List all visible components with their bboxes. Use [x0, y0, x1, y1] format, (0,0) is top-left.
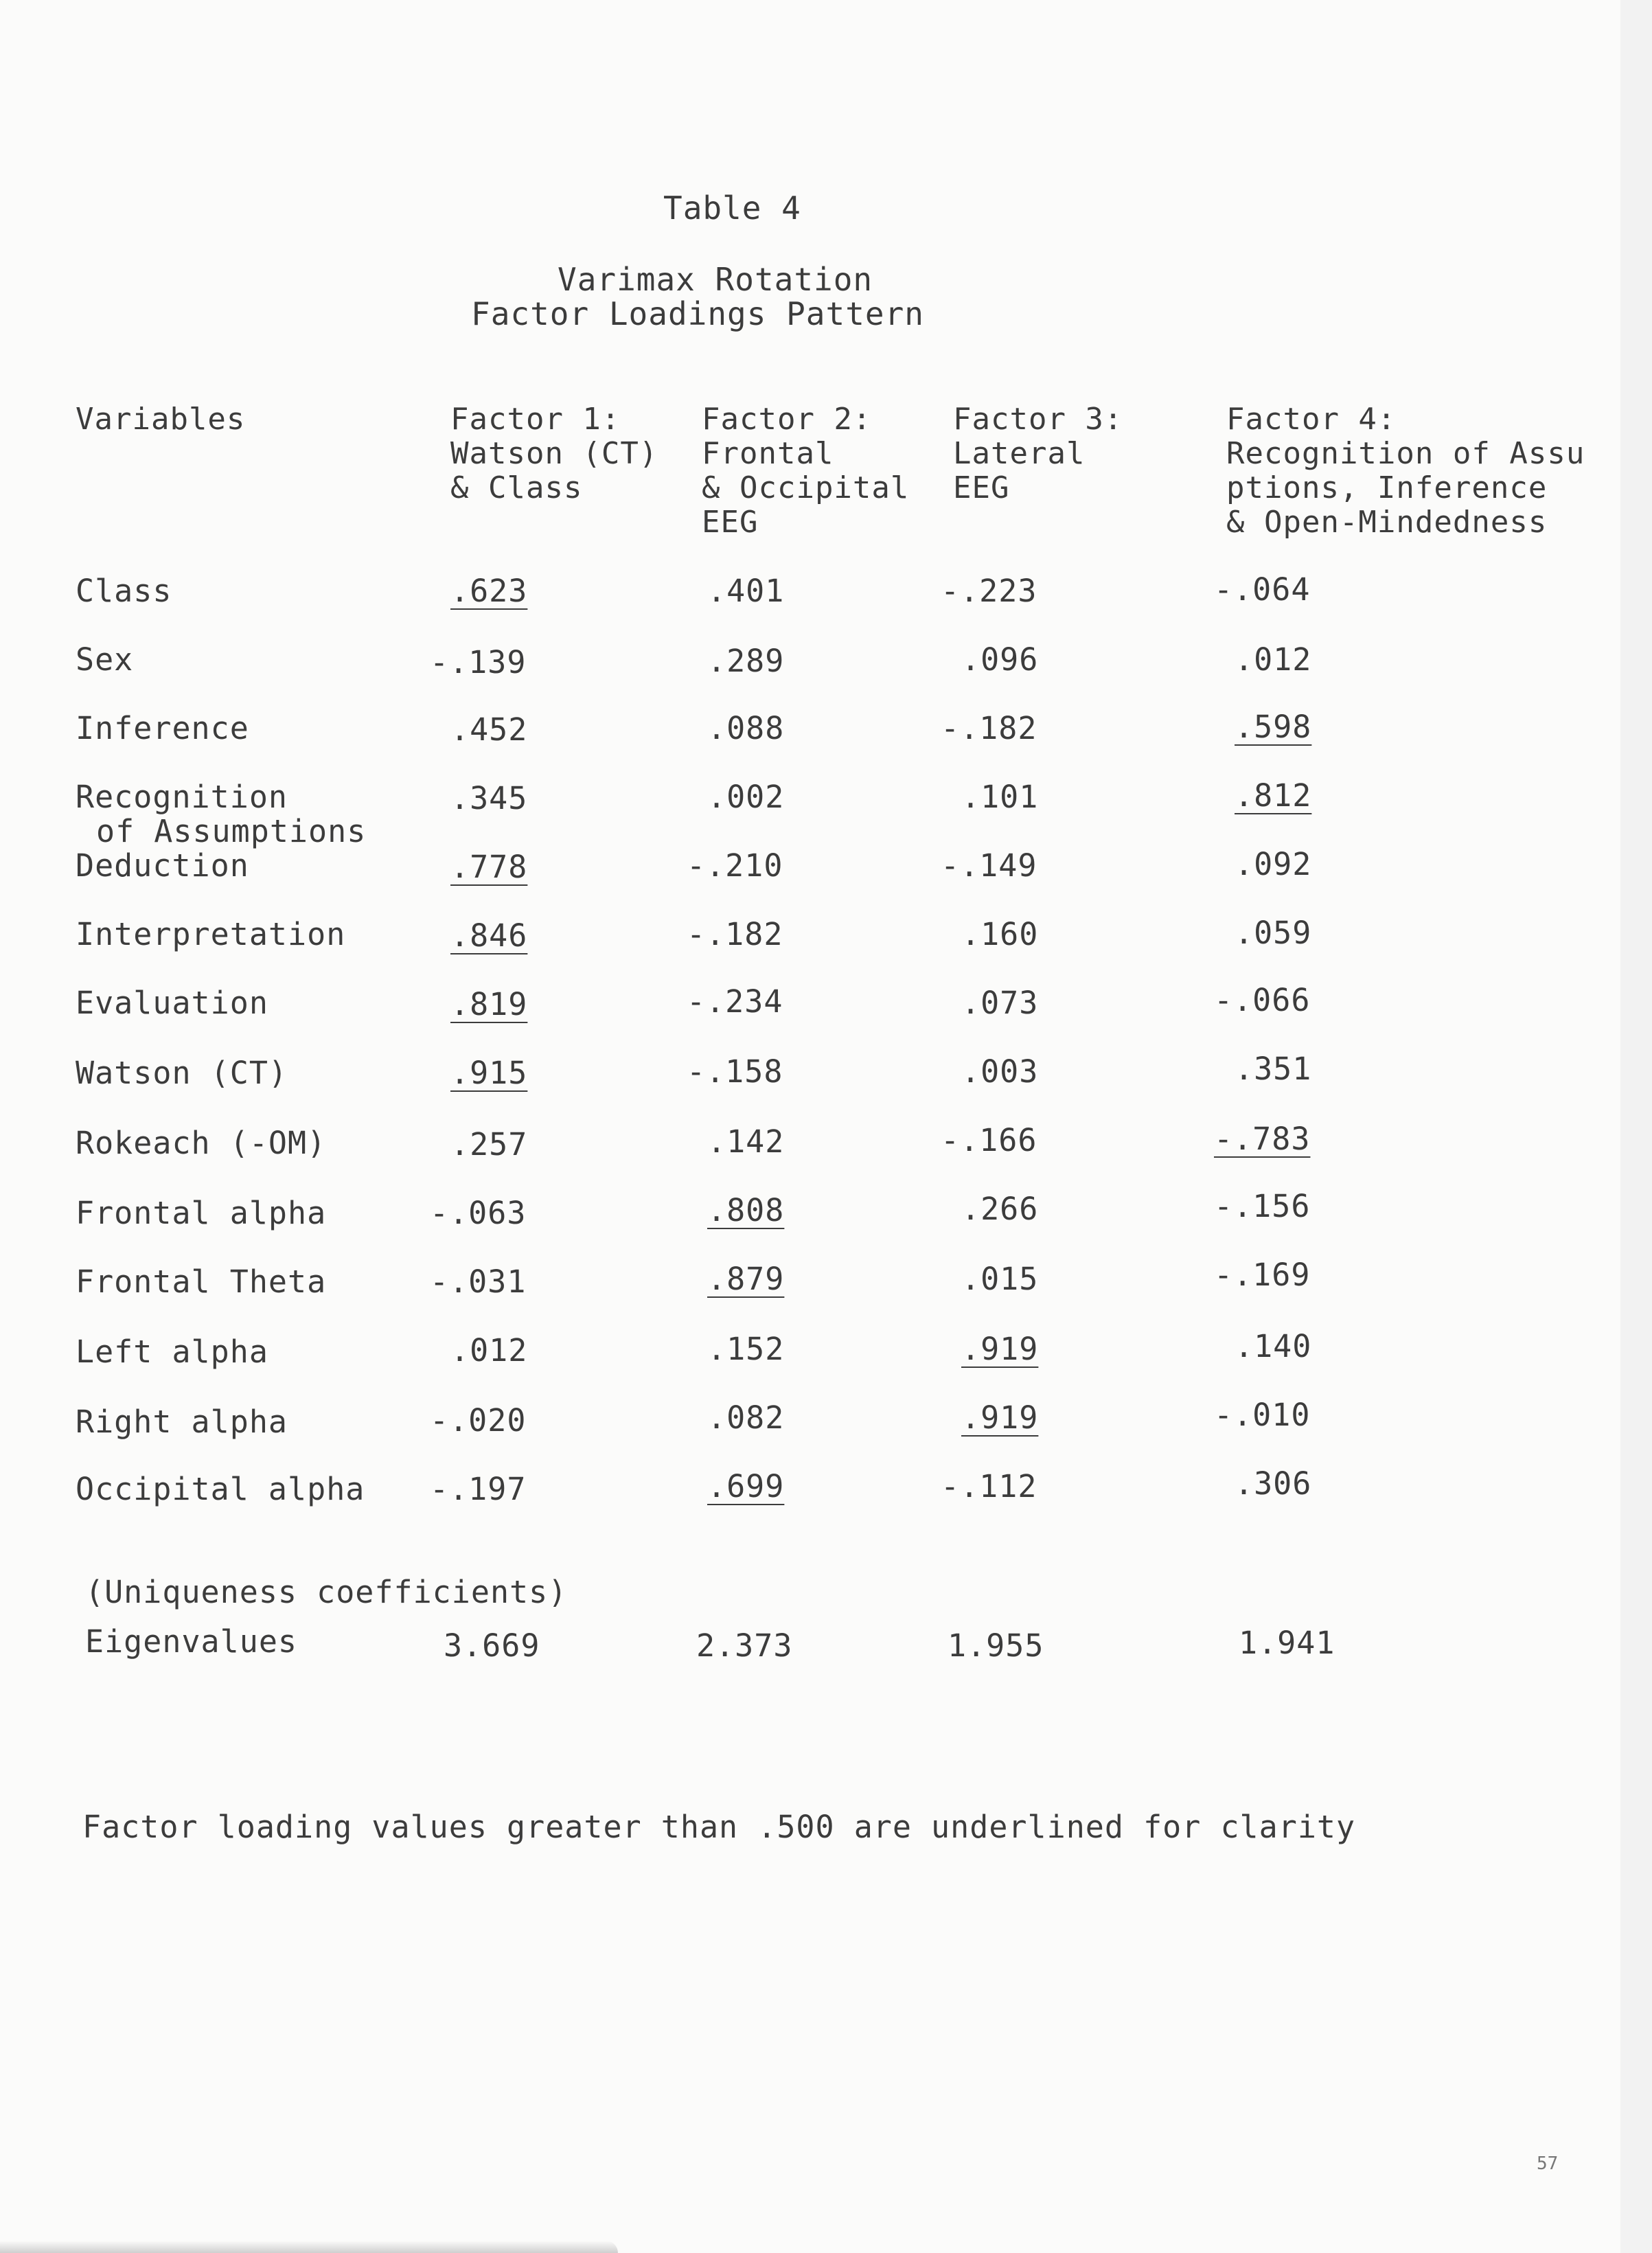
header-variables: Variables: [76, 402, 246, 437]
row-frontal-alpha-f1: -.063: [430, 1195, 527, 1231]
row-interpretation-f2: -.182: [687, 916, 783, 952]
row-right-alpha-f3: .919: [961, 1399, 1039, 1436]
row-left-alpha-f3: .919: [961, 1331, 1039, 1367]
row-occipital-alpha-label: Occipital alpha: [76, 1471, 365, 1507]
row-class-f4: -.064: [1214, 571, 1311, 608]
header-factor1-line2: Watson (CT): [450, 436, 658, 471]
row-evaluation-f2: -.234: [687, 983, 783, 1020]
row-recognition-f2: .002: [707, 779, 785, 815]
eigenvalue-f4: 1.941: [1239, 1625, 1335, 1661]
row-sex-f3: .096: [961, 641, 1039, 678]
header-factor1-line1: Factor 1:: [450, 402, 621, 437]
footnote: Factor loading values greater than .500 are underlined for clarity: [82, 1809, 1356, 1845]
row-deduction-f3: -.149: [941, 847, 1037, 884]
row-inference-label: Inference: [76, 710, 249, 746]
header-factor3-line1: Factor 3:: [953, 402, 1123, 437]
header-factor3-line2: Lateral: [953, 436, 1086, 471]
row-inference-f4: .598: [1235, 709, 1312, 745]
header-factor4-line4: & Open-Mindedness: [1226, 505, 1548, 540]
row-sex-label: Sex: [76, 641, 134, 678]
row-class-label: Class: [76, 573, 172, 609]
table-title-line1: Varimax Rotation: [558, 261, 873, 298]
row-frontal-alpha-f4: -.156: [1214, 1188, 1311, 1224]
row-evaluation-label: Evaluation: [76, 985, 268, 1021]
row-recognition-f1: .345: [450, 780, 528, 816]
row-frontal-theta-f1: -.031: [430, 1263, 527, 1300]
row-rokeach-f1: .257: [450, 1126, 528, 1163]
row-left-alpha-f1: .012: [450, 1332, 528, 1369]
row-watson-f2: -.158: [687, 1053, 783, 1090]
row-evaluation-f1: .819: [450, 986, 528, 1022]
row-evaluation-f3: .073: [961, 985, 1039, 1021]
row-frontal-alpha-f3: .266: [961, 1191, 1039, 1227]
header-factor3-line3: EEG: [953, 470, 1010, 505]
row-interpretation-label: Interpretation: [76, 916, 346, 952]
row-rokeach-f3: -.166: [941, 1122, 1037, 1158]
table-number: Table 4: [663, 190, 801, 227]
row-left-alpha-label: Left alpha: [76, 1334, 268, 1370]
row-rokeach-f4: -.783: [1214, 1121, 1311, 1157]
eigenvalue-f2: 2.373: [696, 1627, 793, 1664]
row-evaluation-f4: -.066: [1214, 982, 1311, 1018]
header-factor4-line1: Factor 4:: [1226, 402, 1397, 437]
row-right-alpha-label: Right alpha: [76, 1404, 288, 1440]
header-factor2-line1: Factor 2:: [702, 402, 872, 437]
row-recognition-label: Recognition: [76, 779, 288, 815]
uniqueness-label: (Uniqueness coefficients): [85, 1574, 568, 1610]
row-rokeach-label: Rokeach (-OM): [76, 1125, 327, 1161]
row-left-alpha-f2: .152: [707, 1331, 785, 1367]
row-watson-f4: .351: [1235, 1051, 1312, 1087]
row-interpretation-f1: .846: [450, 917, 528, 954]
row-occipital-alpha-f4: .306: [1235, 1465, 1312, 1502]
header-factor2-line2: Frontal: [702, 436, 834, 471]
row-rokeach-f2: .142: [707, 1123, 785, 1160]
scan-shadow: [0, 2241, 618, 2253]
row-deduction-f4: .092: [1235, 846, 1312, 882]
row-frontal-theta-f3: .015: [961, 1261, 1039, 1297]
row-left-alpha-f4: .140: [1235, 1328, 1312, 1364]
row-frontal-theta-label: Frontal Theta: [76, 1263, 327, 1300]
row-frontal-alpha-label: Frontal alpha: [76, 1195, 327, 1231]
row-recognition-f4: .812: [1235, 777, 1312, 814]
eigenvalues-label: Eigenvalues: [85, 1623, 298, 1660]
row-class-f3: -.223: [941, 573, 1037, 609]
row-sex-f1: -.139: [430, 644, 527, 681]
header-factor4-line2: Recognition of Assu: [1226, 436, 1585, 471]
page-number: 57: [1537, 2153, 1559, 2174]
row-right-alpha-f1: -.020: [430, 1402, 527, 1439]
row-interpretation-f4: .059: [1235, 915, 1312, 951]
header-factor1-line3: & Class: [450, 470, 583, 505]
row-frontal-alpha-f2: .808: [707, 1192, 785, 1228]
row-occipital-alpha-f3: -.112: [941, 1468, 1037, 1505]
scan-edge: [1620, 0, 1652, 2253]
row-occipital-alpha-f1: -.197: [430, 1471, 527, 1507]
table-title-line2: Factor Loadings Pattern: [471, 295, 924, 332]
row-sex-f2: .289: [707, 643, 785, 679]
row-class-f2: .401: [707, 573, 785, 609]
row-class-f1: .623: [450, 573, 528, 609]
row-interpretation-f3: .160: [961, 916, 1039, 952]
row-occipital-alpha-f2: .699: [707, 1468, 785, 1505]
row-sex-f4: .012: [1235, 641, 1312, 678]
row-watson-f3: .003: [961, 1053, 1039, 1090]
eigenvalue-f1: 3.669: [444, 1627, 540, 1664]
row-inference-f3: -.182: [941, 710, 1037, 746]
header-factor4-line3: ptions, Inference: [1226, 470, 1548, 505]
row-right-alpha-f2: .082: [707, 1399, 785, 1436]
row-watson-label: Watson (CT): [76, 1055, 288, 1091]
row-deduction-label: Deduction: [76, 847, 249, 884]
header-factor2-line4: EEG: [702, 505, 759, 540]
row-frontal-theta-f4: -.169: [1214, 1257, 1311, 1293]
row-recognition-label-line2: of Assumptions: [96, 813, 367, 849]
row-recognition-f3: .101: [961, 779, 1039, 815]
row-frontal-theta-f2: .879: [707, 1261, 785, 1297]
row-right-alpha-f4: -.010: [1214, 1397, 1311, 1433]
row-deduction-f2: -.210: [687, 847, 783, 884]
eigenvalue-f3: 1.955: [948, 1627, 1044, 1664]
row-watson-f1: .915: [450, 1055, 528, 1091]
row-deduction-f1: .778: [450, 849, 528, 885]
row-inference-f2: .088: [707, 710, 785, 746]
row-inference-f1: .452: [450, 711, 528, 748]
header-factor2-line3: & Occipital: [702, 470, 910, 505]
